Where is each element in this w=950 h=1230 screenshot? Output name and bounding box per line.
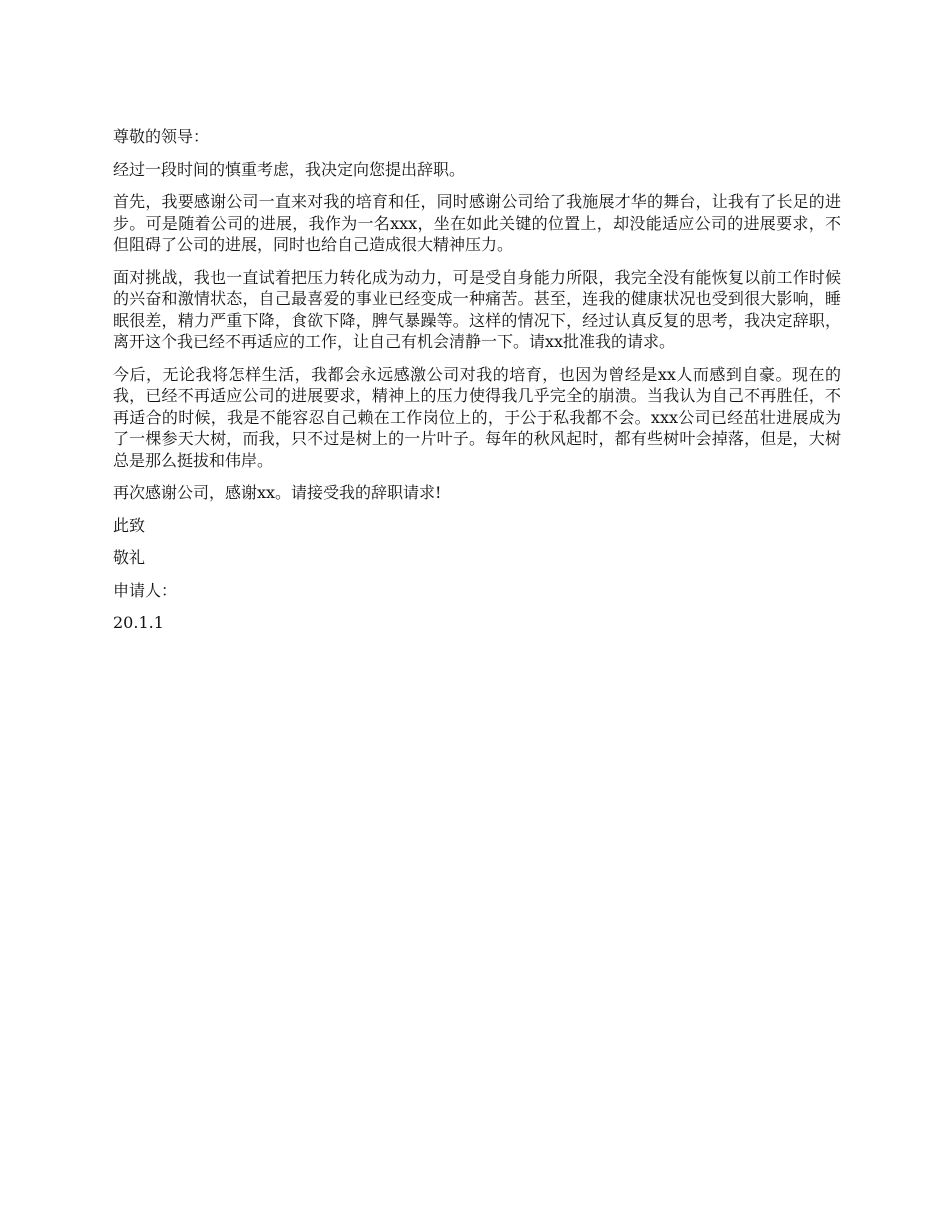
applicant-label: 申请人： [113, 580, 178, 600]
paragraph-final-thanks: 再次感谢公司，感谢xx。请接受我的辞职请求! [113, 483, 442, 502]
paragraph-intro: 经过一段时间的慎重考虑，我决定向您提出辞职。 [113, 159, 466, 179]
letter-body [113, 126, 841, 645]
closing-line-1: 此致 [113, 515, 146, 535]
paragraph-future: 今后，无论我将怎样生活，我都会永远感激公司对我的培育，也因为曾经是xx人而感到自豪。现在的我，已经不再适应公司的进展要求，精神上的压力使得我几乎完全的崩溃。当我认为自己不再胜任，不再适合的时候，我是不能容忍自己赖在工作岗位上的，于公于私我都不会。xxx公司已经茁壮进展成为了一棵参天大树，而我，只不过是树上的一片叶子。每年的秋风起时，都有些树叶会掉落，但是，大树总是那么挺拔和伟岸。 [113, 364, 841, 470]
salutation: 尊敬的领导： [113, 127, 210, 146]
paragraph-thanks: 首先，我要感谢公司一直来对我的培育和任，同时感谢公司给了我施展才华的舞台，让我有了长足的进步。可是随着公司的进展，我作为一名xxx，坐在如此关键的位置上，却没能适应公司的进展要求，不但阻碍了公司的进展，同时也给自己造成很大精神压力。 [113, 192, 841, 254]
letter-date: 20.1.1 [113, 613, 164, 632]
closing-line-2: 敬礼 [113, 548, 146, 567]
paragraph-challenges: 面对挑战，我也一直试着把压力转化成为动力，可是受自身能力所限，我完全没有能恢复以前工作时候的兴奋和激情状态，自己最喜爱的事业已经变成一种痛苦。甚至，连我的健康状况也受到很大影响，睡眠很差，精力严重下降，食欲下降，脾气暴躁等。这样的情况下，经过认真反复的思考，我决定辞职，离开这个我已经不再适应的工作，让自己有机会清静一下。请xx批准我的请求。 [113, 267, 841, 351]
